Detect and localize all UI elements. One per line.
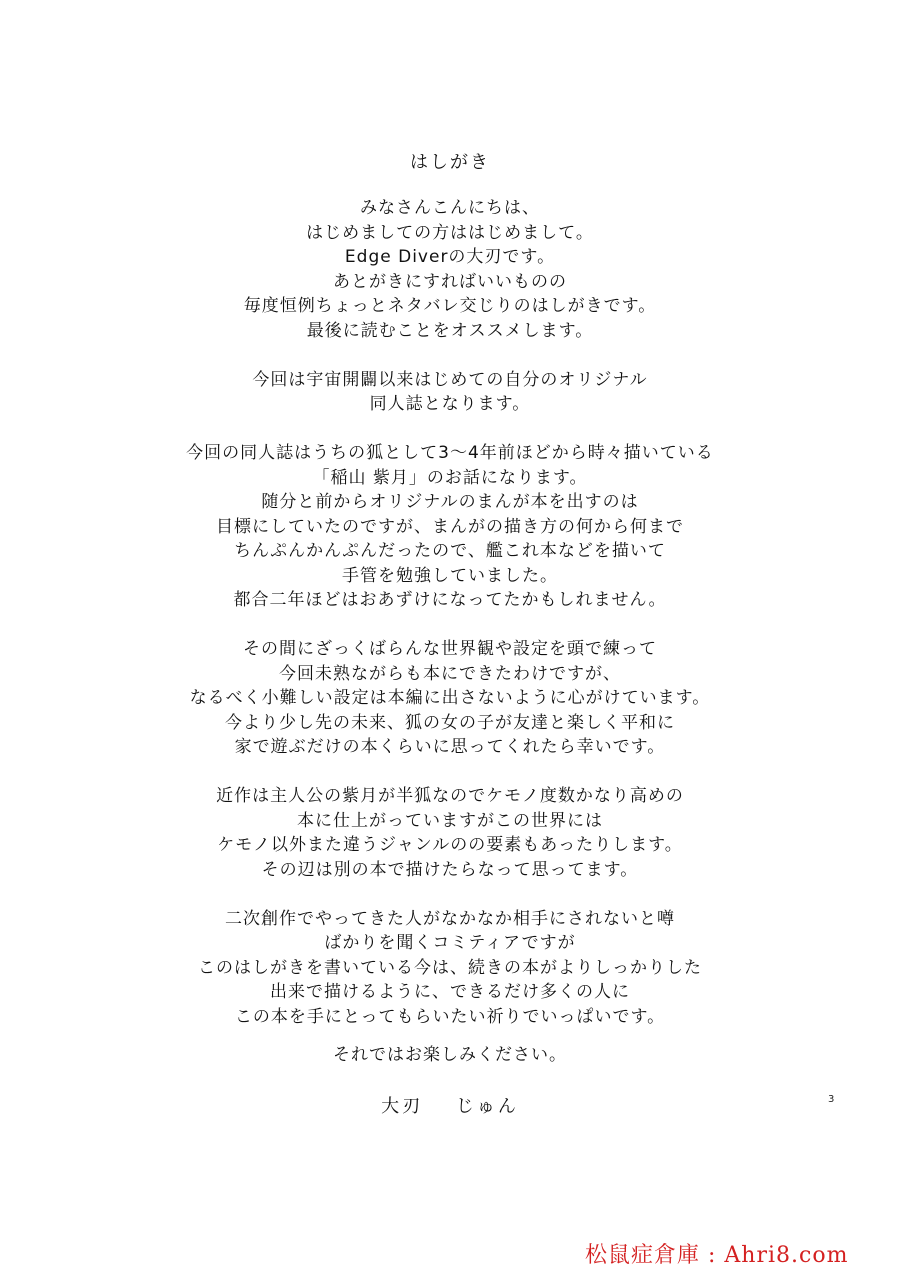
text-line: あとがきにすればいいものの	[333, 271, 567, 292]
text-line: その辺は別の本で描けたらなって思ってます。	[261, 859, 639, 880]
page-heading: はしがき	[410, 152, 490, 173]
text-line: このはしがきを書いている今は、続きの本がよりしっかりした	[198, 957, 702, 978]
text-line: Edge Diverの大刃です。	[344, 247, 556, 267]
body-text	[0, 196, 900, 1054]
text-line: はじめましての方ははじめまして。	[306, 222, 594, 243]
text-line: この本を手にとってもらいたい祈りでいっぱいです。	[234, 1006, 666, 1027]
text-line: 最後に読むことをオススメします。	[306, 320, 594, 341]
text-line: 近作は主人公の紫月が半狐なのでケモノ度数かなり高めの	[216, 786, 684, 806]
paragraph-greeting	[0, 196, 900, 343]
text-line: 今より少し先の未来、狐の女の子が友達と楽しく平和に	[225, 712, 675, 733]
text-line: 「稲山 紫月」のお話になります。	[312, 467, 588, 488]
text-line: みなさんこんにちは、	[360, 198, 540, 218]
signoff-text: それではお楽しみください。	[333, 1045, 567, 1065]
paragraph-kemono	[0, 784, 900, 882]
text-line: 手管を勉強していました。	[342, 565, 558, 586]
text-line: 家で遊ぶだけの本くらいに思ってくれたら幸いです。	[234, 737, 666, 757]
text-line: その間にざっくばらんな世界観や設定を頭で練って	[243, 639, 657, 659]
text-line: ケモノ以外また違うジャンルのの要素もあったりします。	[217, 835, 683, 855]
text-line: 本に仕上がっていますがこの世界には	[297, 810, 603, 831]
text-line: なるべく小難しい設定は本編に出さないように心がけています。	[189, 688, 711, 708]
text-line: ちんぷんかんぷんだったので、艦これ本などを描いて	[234, 541, 666, 561]
paragraph-comitia	[0, 907, 900, 1030]
page-number: 3	[828, 1094, 835, 1105]
text-line: 今回は宇宙開闢以来はじめての自分のオリジナル	[252, 369, 648, 390]
text-line: ばかりを聞くコミティアですが	[324, 933, 576, 953]
text-line: 二次創作でやってきた人がなかなか相手にされないと噂	[225, 908, 675, 929]
text-line: 毎度恒例ちょっとネタバレ交じりのはしがきです。	[243, 296, 657, 316]
text-line: 目標にしていたのですが、まんがの描き方の何から何まで	[216, 516, 684, 537]
text-line: 同人誌となります。	[369, 394, 531, 414]
paragraph-world	[0, 637, 900, 760]
text-line: 出来で描けるように、できるだけ多くの人に	[270, 982, 630, 1002]
paragraph-original	[0, 368, 900, 417]
paragraph-story	[0, 441, 900, 613]
author-signature: 大刃 じゅん	[381, 1096, 519, 1117]
site-watermark: 松鼠症倉庫 : Ahri8.com	[585, 1243, 849, 1268]
text-line: 今回未熟ながらも本にできたわけですが、	[279, 663, 621, 684]
text-line: 随分と前からオリジナルのまんが本を出すのは	[261, 492, 639, 512]
text-line: 都合二年ほどはおあずけになってたかもしれません。	[233, 590, 667, 610]
text-line: 今回の同人誌はうちの狐として3〜4年前ほどから時々描いている	[186, 443, 714, 463]
